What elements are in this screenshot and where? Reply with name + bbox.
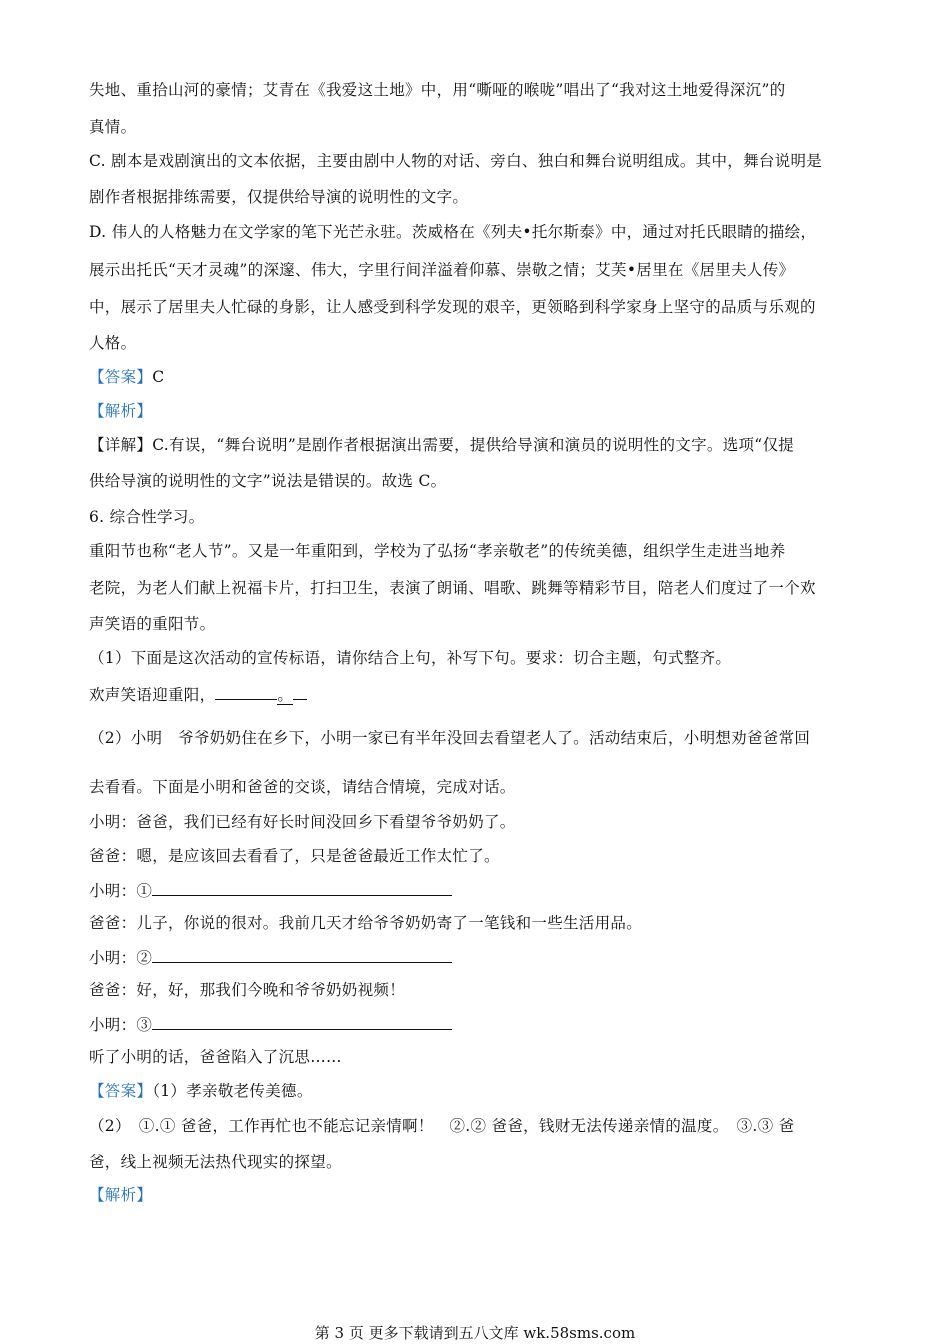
- answer-blank[interactable]: [215, 683, 277, 700]
- dialogue-line: 爸爸：好，好，那我们今晚和爷爷奶奶视频！: [89, 981, 406, 999]
- answer-line: [89, 1081, 313, 1101]
- text-line: 人格。: [89, 334, 137, 352]
- detail-tag: 【详解】: [89, 436, 153, 454]
- answer-tag: 【答案】: [89, 1082, 153, 1100]
- text-line: 声笑语的重阳节。: [89, 615, 216, 633]
- text-line: 失地、重拾山河的豪情；艾青在《我爱这土地》中，用“嘶哑的喉咙”唱出了“我对这土地爱得深沉”的: [89, 81, 786, 99]
- analysis-tag: 【解析】: [89, 402, 153, 420]
- dialogue-line: 爸爸：儿子，你说的很对。我前几天才给爷爷奶奶寄了一笔钱和一些生活用品。: [89, 914, 643, 932]
- dialogue-speaker: 小明：②: [89, 949, 153, 967]
- answer-blank-tail: [293, 683, 307, 700]
- dialogue-blank-1: [89, 879, 452, 901]
- question-title: 6. 综合性学习。: [89, 508, 205, 526]
- text-line: 展示出托氏“天才灵魂”的深邃、伟大，字里行间洋溢着仰慕、崇敬之情；艾芙•居里在《居里夫人传》: [89, 261, 795, 279]
- slogan-suffix: 。: [277, 686, 294, 704]
- dialogue-speaker: 小明：①: [89, 882, 153, 900]
- text-line: 听了小明的话，爸爸陷入了沉思……: [89, 1048, 342, 1066]
- sub-question-2: （2）小明 爷爷奶奶住在乡下，小明一家已有半年没回去看望老人了。活动结束后，小明想劝爸爸常回: [89, 729, 811, 747]
- answer-tag: 【答案】: [89, 368, 153, 386]
- option-d: D. 伟人的人格魅力在文学家的笔下光芒永驻。茨威格在《列夫•托尔斯泰》中，通过对托氏眼睛的描绘，: [89, 223, 817, 241]
- dialogue-blank-2: [89, 946, 452, 968]
- answer-blank[interactable]: [152, 946, 452, 963]
- answer-blank[interactable]: [152, 879, 452, 896]
- page-footer: 第 3 页 更多下载请到五八文库 wk.58sms.com: [314, 1324, 636, 1342]
- slogan-prefix: 欢声笑语迎重阳，: [89, 686, 216, 704]
- dialogue-blank-3: [89, 1013, 452, 1035]
- text-line: 中，展示了居里夫人忙碌的身影，让人感受到科学发现的艰辛，更领略到科学家身上坚守的品质与乐观的: [89, 298, 816, 316]
- dialogue-line: 小明：爸爸，我们已经有好长时间没回乡下看望爷爷奶奶了。: [89, 813, 516, 831]
- answer-value: （1）孝亲敬老传美德。: [152, 1082, 313, 1100]
- text-line: 去看看。下面是小明和爸爸的交谈，请结合情境，完成对话。: [89, 778, 516, 796]
- text-line: 剧作者根据排练需要，仅提供给导演的说明性的文字。: [89, 188, 469, 206]
- option-c: C. 剧本是戏剧演出的文本依据，主要由剧中人物的对话、旁白、独白和舞台说明组成。其中，舞台说明是: [89, 152, 823, 170]
- detail-line: [89, 435, 794, 455]
- dialogue-speaker: 小明：③: [89, 1016, 153, 1034]
- sub-question-1: （1）下面是这次活动的宣传标语，请你结合上句，补写下句。要求：切合主题，句式整齐。: [89, 649, 732, 667]
- text-line: 供给导演的说明性的文字”说法是错误的。故选 C。: [89, 472, 447, 490]
- answer-value: C: [152, 368, 165, 386]
- answer-line: 爸，线上视频无法热代现实的探望。: [89, 1153, 342, 1171]
- text-line: 重阳节也称“老人节”。又是一年重阳到，学校为了弘扬“孝亲敬老”的传统美德，组织学生走进当地养: [89, 542, 786, 560]
- analysis-tag: 【解析】: [89, 1186, 153, 1204]
- fill-line: [89, 683, 307, 705]
- detail-text: C.有误，“舞台说明”是剧作者根据演出需要，提供给导演和演员的说明性的文字。选项“仅提: [152, 436, 795, 454]
- answer-line: [89, 367, 164, 387]
- text-line: 真情。: [89, 118, 137, 136]
- answer-line: （2） ①.① 爸爸，工作再忙也不能忘记亲情啊！ ②.② 爸爸，钱财无法传递亲情的温度。 ③.③ 爸: [89, 1117, 795, 1135]
- dialogue-line: 爸爸：嗯，是应该回去看看了，只是爸爸最近工作太忙了。: [89, 847, 500, 865]
- text-line: 老院，为老人们献上祝福卡片，打扫卫生，表演了朗诵、唱歌、跳舞等精彩节目，陪老人们度过了一个欢: [89, 579, 816, 597]
- answer-blank[interactable]: [152, 1013, 452, 1030]
